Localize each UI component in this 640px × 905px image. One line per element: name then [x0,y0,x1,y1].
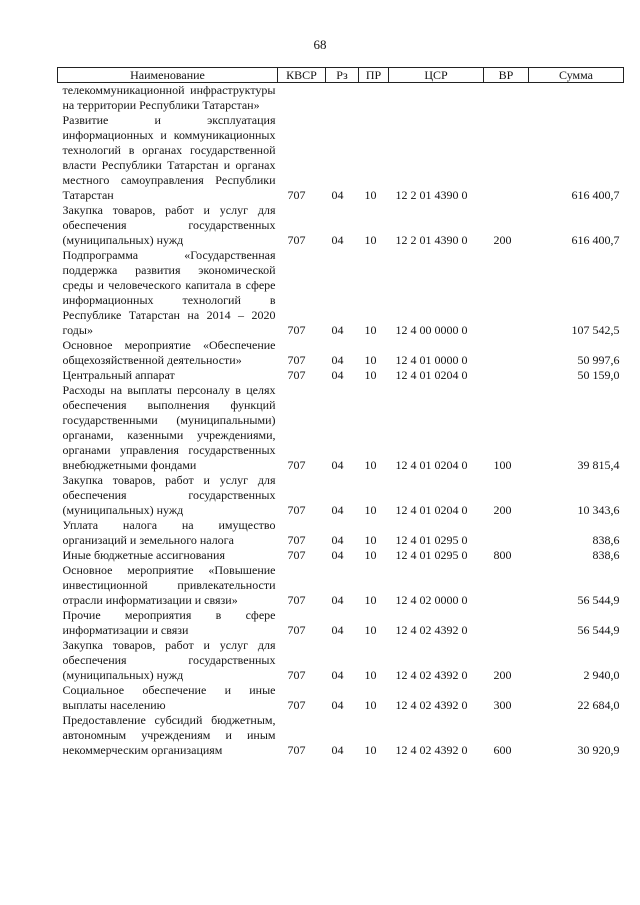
table-row [58,368,624,383]
cell-vr [484,608,529,638]
table-row [58,713,624,758]
cell-kvsr: 707 [287,323,306,337]
table-row [58,113,624,203]
cell-pr: 10 [364,533,377,547]
column-header-vr: ВР [484,68,529,83]
cell-vr: 600 [493,743,512,757]
cell-sum: 50 997,6 [577,353,620,367]
cell-csr: 12 4 01 0204 0 [395,458,468,472]
cell-pr: 10 [364,188,377,202]
column-header-rz: Рз [326,68,359,83]
cell-pr: 10 [364,743,377,757]
cell-sum: 616 400,7 [571,233,620,247]
table-row [58,683,624,713]
cell-kvsr: 707 [287,533,306,547]
cell-csr: 12 4 02 4392 0 [395,668,468,682]
cell-name: Расходы на выплаты персоналу в целях обеспечения выполнения функций государственными (муниципальными) органами, казенными учреждениями, органами управления государственных внебюджетными фондами [62,383,276,472]
cell-rz: 04 [331,593,344,607]
cell-sum: 30 920,9 [577,743,620,757]
cell-vr [484,83,529,114]
cell-pr: 10 [364,548,377,562]
cell-pr: 10 [364,458,377,472]
cell-vr: 200 [493,668,512,682]
cell-kvsr: 707 [287,188,306,202]
cell-csr: 12 4 02 4392 0 [395,698,468,712]
cell-kvsr: 707 [287,698,306,712]
cell-vr [484,248,529,338]
cell-vr [484,338,529,368]
cell-pr: 10 [364,368,377,382]
cell-csr: 12 4 01 0295 0 [395,548,468,562]
table-body [58,83,624,759]
cell-kvsr [278,83,326,114]
cell-vr: 200 [493,503,512,517]
cell-sum: 56 544,9 [577,623,620,637]
cell-rz [326,83,359,114]
cell-rz: 04 [331,503,344,517]
cell-rz: 04 [331,323,344,337]
cell-rz: 04 [331,668,344,682]
cell-pr: 10 [364,323,377,337]
cell-rz: 04 [331,368,344,382]
column-header-sum: Сумма [529,68,624,83]
header-row [58,68,624,83]
cell-name: Развитие и эксплуатация информационных и коммуникационных технологий в органах государственной власти Республики Татарстан и органах местного самоуправления Республики Татарстан [62,113,276,202]
cell-name: Закупка товаров, работ и услуг для обеспечения государственных (муниципальных) нужд [62,638,276,682]
cell-name: Основное мероприятие «Обеспечение общехозяйственной деятельности» [62,338,276,367]
cell-pr: 10 [364,698,377,712]
cell-sum: 838,6 [592,533,620,547]
cell-pr: 10 [364,233,377,247]
cell-name: Иные бюджетные ассигнования [62,548,225,562]
cell-csr: 12 4 00 0000 0 [395,323,468,337]
cell-vr [484,113,529,203]
cell-pr: 10 [364,593,377,607]
table-row [58,338,624,368]
cell-sum: 2 940,0 [583,668,620,682]
cell-rz: 04 [331,188,344,202]
cell-kvsr: 707 [287,233,306,247]
cell-kvsr: 707 [287,353,306,367]
column-header-pr: ПР [359,68,389,83]
cell-pr [359,83,389,114]
cell-vr [484,563,529,608]
cell-kvsr: 707 [287,368,306,382]
cell-csr: 12 4 02 4392 0 [395,743,468,757]
cell-name: Основное мероприятие «Повышение инвестиционной привлекательности отрасли информатизации и связи» [62,563,276,607]
table-row [58,203,624,248]
budget-table [57,67,624,758]
page-number: 68 [313,37,327,52]
cell-csr: 12 4 01 0295 0 [395,533,468,547]
cell-csr: 12 4 01 0204 0 [395,368,468,382]
cell-pr: 10 [364,353,377,367]
table-row [58,248,624,338]
cell-name: Предоставление субсидий бюджетным, автономным учреждениям и иным некоммерческим организациям [62,713,276,757]
cell-sum: 22 684,0 [577,698,620,712]
cell-vr: 300 [493,698,512,712]
cell-name: Социальное обеспечение и иные выплаты населению [62,683,276,712]
cell-csr: 12 4 02 4392 0 [395,623,468,637]
table-row [58,608,624,638]
cell-sum: 39 815,4 [577,458,620,472]
cell-kvsr: 707 [287,503,306,517]
cell-sum: 56 544,9 [577,593,620,607]
cell-sum: 838,6 [592,548,620,562]
cell-vr: 200 [493,233,512,247]
table-row [58,548,624,563]
cell-kvsr: 707 [287,743,306,757]
cell-csr: 12 2 01 4390 0 [395,233,468,247]
cell-rz: 04 [331,458,344,472]
column-header-kvsr: КВСР [278,68,326,83]
column-header-name: Наименование [58,68,278,83]
column-header-csr: ЦСР [389,68,484,83]
cell-kvsr: 707 [287,593,306,607]
table-row [58,638,624,683]
cell-csr: 12 2 01 4390 0 [395,188,468,202]
cell-pr: 10 [364,623,377,637]
cell-pr: 10 [364,503,377,517]
cell-sum: 10 343,6 [577,503,620,517]
table-row [58,83,624,114]
cell-rz: 04 [331,698,344,712]
cell-vr: 100 [493,458,512,472]
cell-csr [389,83,484,114]
cell-rz: 04 [331,743,344,757]
cell-sum: 107 542,5 [571,323,620,337]
cell-rz: 04 [331,623,344,637]
cell-name: телекоммуникационной инфраструктуры на территории Республики Татарстан» [62,83,276,112]
cell-rz: 04 [331,353,344,367]
cell-kvsr: 707 [287,458,306,472]
table-row [58,518,624,548]
cell-csr: 12 4 02 0000 0 [395,593,468,607]
cell-csr: 12 4 01 0000 0 [395,353,468,367]
cell-kvsr: 707 [287,668,306,682]
cell-name: Центральный аппарат [62,368,175,382]
cell-name: Подпрограмма «Государственная поддержка развития экономической среды и человеческого капитала в сфере информационных технологий в Республике Татарстан на 2014 – 2020 годы» [62,248,276,337]
cell-name: Прочие мероприятия в сфере информатизации и связи [62,608,276,637]
cell-name: Уплата налога на имущество организаций и земельного налога [62,518,276,547]
cell-pr: 10 [364,668,377,682]
cell-sum: 50 159,0 [577,368,620,382]
cell-rz: 04 [331,548,344,562]
cell-rz: 04 [331,533,344,547]
cell-kvsr: 707 [287,548,306,562]
cell-rz: 04 [331,233,344,247]
table-header [58,68,624,83]
cell-sum [529,83,624,114]
cell-csr: 12 4 01 0204 0 [395,503,468,517]
cell-name: Закупка товаров, работ и услуг для обеспечения государственных (муниципальных) нужд [62,203,276,247]
cell-vr: 800 [493,548,512,562]
table-row [58,563,624,608]
cell-kvsr: 707 [287,623,306,637]
cell-sum: 616 400,7 [571,188,620,202]
cell-vr [484,368,529,383]
table-row [58,383,624,473]
table-row [58,473,624,518]
cell-name: Закупка товаров, работ и услуг для обеспечения государственных (муниципальных) нужд [62,473,276,517]
cell-vr [484,518,529,548]
